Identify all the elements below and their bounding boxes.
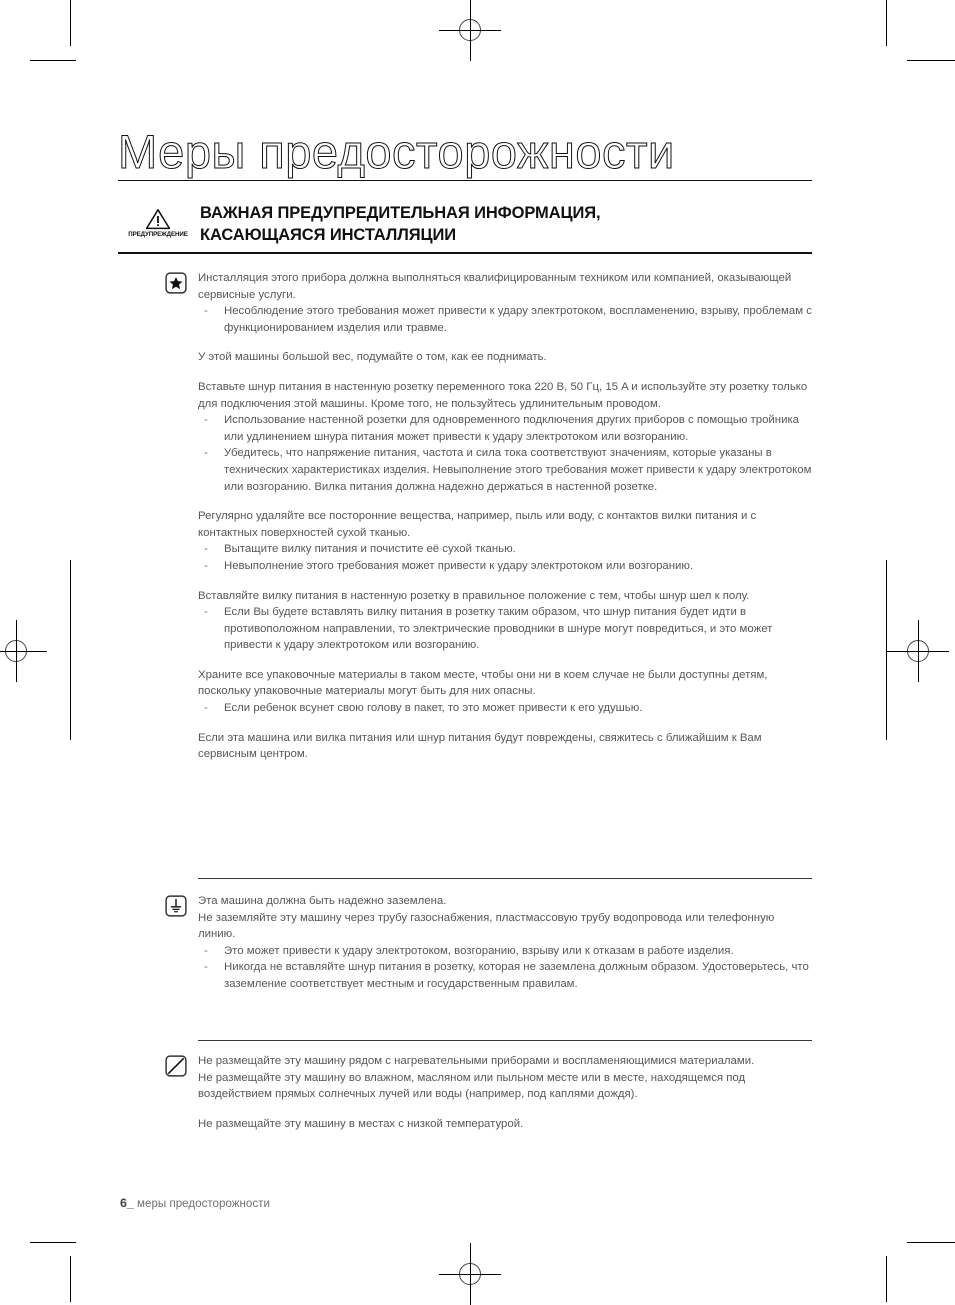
warning-heading-line-1: ВАЖНАЯ ПРЕДУПРЕДИТЕЛЬНАЯ ИНФОРМАЦИЯ, xyxy=(200,204,601,222)
section-divider-rule xyxy=(198,1040,812,1041)
bullet-list xyxy=(198,700,812,717)
star-badge-icon xyxy=(165,272,187,294)
crop-mark-top-left xyxy=(70,0,71,46)
warning-icon-caption: ПРЕДУПРЕЖДЕНИЕ xyxy=(128,231,188,238)
section-installation-power xyxy=(198,270,812,763)
list-item-text: Это может привести к удару электротоком, возгоранию, взрыву или к отказам в работе изделия. xyxy=(224,944,734,957)
crop-mark-left-top xyxy=(30,60,76,61)
list-item xyxy=(198,303,812,336)
crop-mark-left-bottom xyxy=(30,1242,76,1243)
bullet-list xyxy=(198,604,812,654)
crop-mark-bottom-left xyxy=(70,1256,71,1302)
bullet-dash: - xyxy=(204,944,208,957)
page-side-rule-left xyxy=(70,560,71,740)
paragraph: Инсталляция этого прибора должна выполняться квалифицированным техником или компанией, оказывающей сервисные услуги. xyxy=(198,272,792,301)
bullet-list xyxy=(198,412,812,495)
list-item-text: Несоблюдение этого требования может привести к удару электротоком, воспламенению, взрыву, проблемам с функционированием изделия или травме. xyxy=(224,305,812,334)
crop-mark-bottom-right xyxy=(886,1256,887,1302)
paragraph: Не размещайте эту машину во влажном, масляном или пыльном месте или в месте, находящемся под воздействием прямых солнечных лучей или воды (например, под каплями дождя). xyxy=(198,1071,746,1101)
title-underline-rule xyxy=(118,180,812,181)
footer-label: меры предосторожности xyxy=(137,1197,270,1210)
list-item xyxy=(198,700,812,717)
list-item xyxy=(198,959,812,992)
paragraph: Если эта машина или вилка питания или шнур питания будут повреждены, свяжитесь с ближайшим к Вам сервисным центром. xyxy=(198,731,762,761)
heading-underline-rule xyxy=(118,252,812,254)
list-item-text: Если Вы будете вставлять вилку питания в розетку таким образом, что шнур питания будет идти в противоположном направлении, то электрические проводники в шнуре могут повредиться, и это может привести к удару электротоком или возгоранию. xyxy=(224,606,773,652)
registration-hairline-vertical xyxy=(16,620,17,682)
list-item-text: Невыполнение этого требования может привести к удару электротоком или возгоранию. xyxy=(224,559,694,572)
bullet-list xyxy=(198,943,812,993)
warning-heading xyxy=(200,203,812,246)
paragraph: Эта машина должна быть надежно заземлена. xyxy=(198,895,447,907)
warning-header xyxy=(118,203,812,246)
list-item xyxy=(198,943,812,960)
warning-icon-group xyxy=(124,208,192,238)
list-item xyxy=(198,445,812,495)
bullet-dash: - xyxy=(204,702,208,715)
paragraph: Регулярно удаляйте все посторонние вещества, например, пыль или воду, с контактов вилки питания и с контактных поверхностей сухой тканью. xyxy=(198,510,757,539)
paragraph: Вставьте шнур питания в настенную розетку переменного тока 220 В, 50 Гц, 15 A и используйте эту розетку только для подключения этой машины. Кроме того, не пользуйтесь удлинительным проводом. xyxy=(198,380,808,410)
page-title: Меры предосторожности xyxy=(118,125,675,178)
bullet-dash: - xyxy=(204,961,208,974)
crop-mark-right-top xyxy=(907,60,955,61)
registration-hairline-vertical xyxy=(470,0,471,61)
paragraph: Не размещайте эту машину рядом с нагревательными приборами и воспламеняющимися материалами. xyxy=(198,1055,755,1067)
warning-triangle-icon xyxy=(145,208,171,230)
list-item xyxy=(198,541,812,558)
paragraph: Вставляйте вилку питания в настенную розетку в правильное положение с тем, чтобы шнур шел к полу. xyxy=(198,589,750,602)
list-item xyxy=(198,558,812,575)
section-grounding xyxy=(198,893,812,993)
bullet-list xyxy=(198,541,812,574)
section-placement xyxy=(198,1053,812,1132)
page-footer xyxy=(120,1196,270,1210)
list-item-text: Убедитесь, что напряжение питания, частота и сила тока соответствуют значениям, которые указаны в технических характеристиках изделия. Невыполнение этого требования может привести к удару электротоком или возгоранию. Вилка питания должна надежно держаться в настенной розетке. xyxy=(224,447,812,493)
bullet-dash: - xyxy=(204,606,208,619)
warning-heading-line-2: КАСАЮЩАЯСЯ ИНСТАЛЛЯЦИИ xyxy=(200,225,456,244)
paragraph: Храните все упаковочные материалы в таком месте, чтобы они ни в коем случае не были доступны детям, поскольку упаковочные материалы могут быть для них опасны. xyxy=(198,668,768,698)
registration-hairline-horizontal xyxy=(0,651,47,652)
list-item-text: Если ребенок всунет свою голову в пакет, то это может привести к его удушью. xyxy=(224,702,643,715)
section-divider-rule xyxy=(198,878,812,879)
bullet-dash: - xyxy=(204,305,208,318)
page-side-rule-right xyxy=(886,560,887,740)
crop-mark-top-right xyxy=(886,0,887,46)
bullet-list xyxy=(198,303,812,336)
list-item-text: Никогда не вставляйте шнур питания в розетку, которая не заземлена должным образом. Удостоверьтесь, что заземление соответствует местным и государственным правилам. xyxy=(224,961,809,990)
crop-mark-right-bottom xyxy=(907,1242,955,1243)
paragraph: Не заземляйте эту машину через трубу газоснабжения, пластмассовую трубу водопровода или телефонную линию. xyxy=(198,911,775,941)
earth-ground-icon xyxy=(165,895,187,917)
prohibited-slash-icon xyxy=(165,1055,187,1077)
footer-page-number: 6_ xyxy=(120,1196,134,1210)
bullet-dash: - xyxy=(204,559,208,572)
registration-hairline-vertical xyxy=(470,1243,471,1305)
paragraph: Не размещайте эту машину в местах с низкой температурой. xyxy=(198,1117,524,1130)
bullet-dash: - xyxy=(204,414,208,427)
list-item-text: Вытащите вилку питания и почистите её сухой тканью. xyxy=(224,543,516,556)
paragraph: У этой машины большой вес, подумайте о том, как ее поднимать. xyxy=(198,351,547,364)
list-item xyxy=(198,412,812,445)
bullet-dash: - xyxy=(204,543,208,556)
list-item-text: Использование настенной розетки для одновременного подключения других приборов с помощью тройника или удлинением шнура питания может привести к удару электротоком или возгоранию. xyxy=(224,414,800,443)
registration-hairline-vertical xyxy=(918,620,919,682)
bullet-dash: - xyxy=(204,447,208,460)
list-item xyxy=(198,604,812,654)
